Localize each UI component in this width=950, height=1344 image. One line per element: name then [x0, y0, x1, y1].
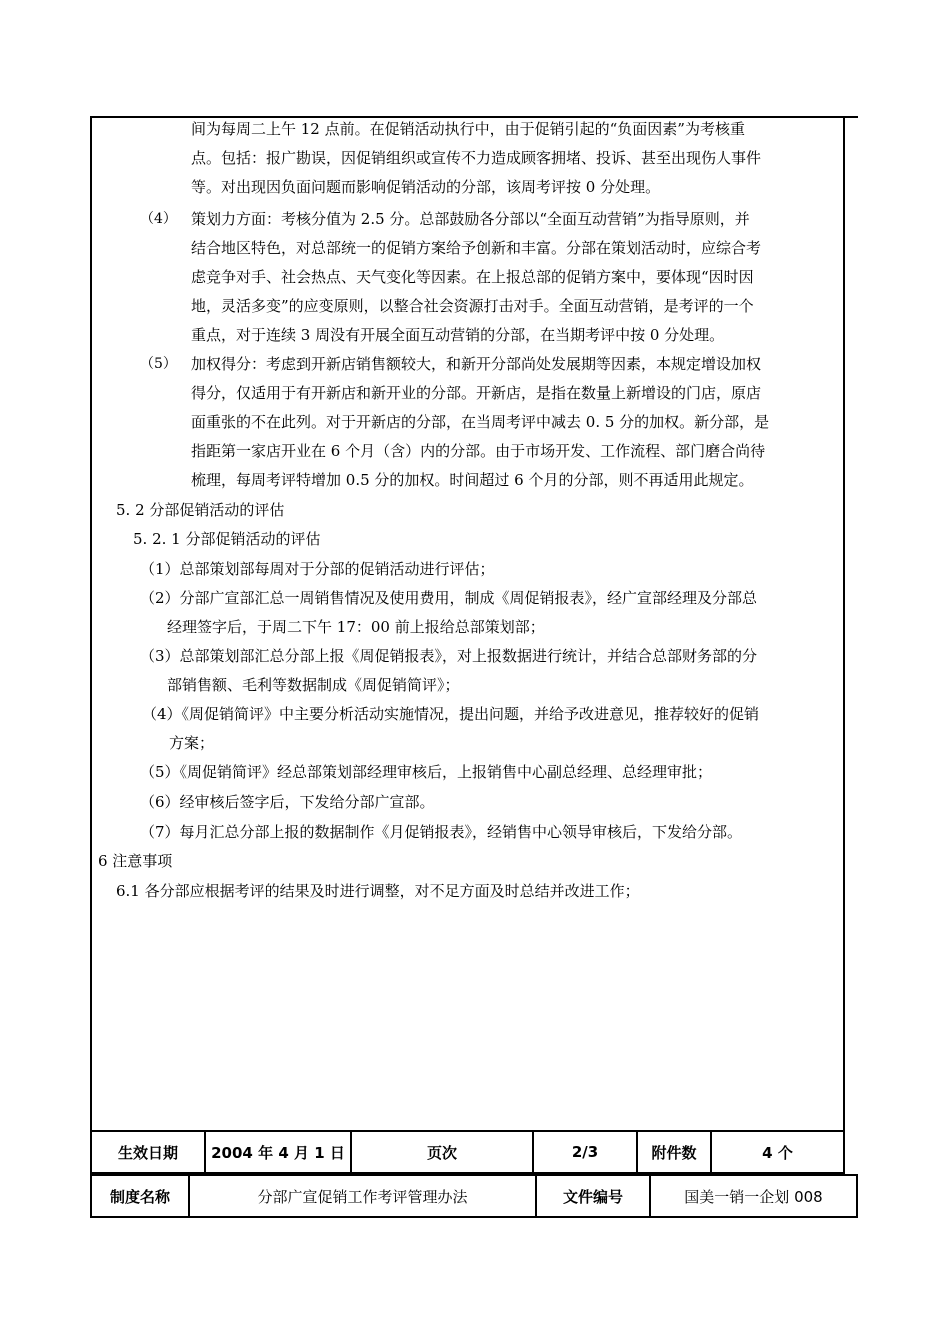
item-number: （4） — [140, 211, 177, 227]
paragraph-line: 梳理，每周考评特增加 0.5 分的加权。时间超过 6 个月的分部，则不再适用此规定。 — [191, 471, 754, 489]
footer-table-meta — [90, 1130, 845, 1174]
paragraph-line: 策划力方面：考核分值为 2.5 分。总部鼓励各分部以“全面互动营销”为指导原则，并 — [191, 210, 750, 228]
paragraph-line: 点。包括：报广勘误，因促销组织或宣传不力造成顾客拥堵、投诉、甚至出现伤人事件 — [191, 149, 762, 167]
paragraph-line: 结合地区特色，对总部统一的促销方案给予创新和丰富。分部在策划活动时，应综合考 — [191, 239, 762, 257]
subsection-heading: 5. 2. 1 分部促销活动的评估 — [133, 530, 321, 548]
list-item-continuation: 部销售额、毛利等数据制成《周促销简评》； — [167, 676, 460, 694]
list-item: （7）每月汇总分部上报的数据制作《月促销报表》，经销售中心领导审核后，下发给分部。 — [140, 823, 743, 841]
paragraph-line: 重点，对于连续 3 周没有开展全面互动营销的分部，在当期考评中按 0 分处理。 — [191, 326, 725, 344]
list-item-continuation: 经理签字后，于周二下午 17：00 前上报给总部策划部； — [167, 618, 545, 636]
doc-number-label: 文件编号 — [536, 1175, 650, 1217]
list-item: （3）总部策划部汇总分部上报《周促销报表》，对上报数据进行统计，并结合总部财务部的分 — [140, 647, 758, 665]
attachments-label: 附件数 — [637, 1131, 711, 1173]
paragraph-line: 等。对出现因负面问题而影响促销活动的分部，该周考评按 0 分处理。 — [191, 178, 661, 196]
policy-name-value: 分部广宣促销工作考评管理办法 — [189, 1175, 536, 1217]
paragraph-line: 指距第一家店开业在 6 个月（含）内的分部。由于市场开发、工作流程、部门磨合尚待 — [191, 442, 766, 460]
list-item: （5）《周促销简评》经总部策划部经理审核后，上报销售中心副总经理、总经理审批； — [140, 763, 713, 781]
paragraph-line: 6.1 各分部应根据考评的结果及时进行调整，对不足方面及时总结并改进工作； — [116, 882, 640, 900]
policy-name-label: 制度名称 — [91, 1175, 189, 1217]
paragraph-line: 间为每周二上午 12 点前。在促销活动执行中，由于促销引起的“负面因素”为考核重 — [191, 120, 745, 138]
page-value: 2/3 — [533, 1131, 637, 1173]
page-label: 页次 — [351, 1131, 533, 1173]
section-heading: 5. 2 分部促销活动的评估 — [116, 501, 285, 519]
list-item: （1）总部策划部每周对于分部的促销活动进行评估； — [140, 560, 495, 578]
doc-number-value: 国美一销一企划 008 — [650, 1175, 857, 1217]
effective-date-value: 2004 年 4 月 1 日 — [205, 1131, 351, 1173]
footer-table-name — [90, 1174, 858, 1218]
paragraph-line: 加权得分：考虑到开新店销售额较大，和新开分部尚处发展期等因素，本规定增设加权 — [191, 355, 762, 373]
list-item: （2）分部广宣部汇总一周销售情况及使用费用，制成《周促销报表》，经广宣部经理及分部总 — [140, 589, 758, 607]
item-number: （5） — [140, 356, 177, 372]
list-item: （4）《周促销简评》中主要分析活动实施情况，提出问题，并给予改进意见，推荐较好的促销 — [142, 705, 760, 723]
list-item: （6）经审核后签字后，下发给分部广宣部。 — [140, 793, 435, 811]
attachments-value: 4 个 — [711, 1131, 844, 1173]
paragraph-line: 面重张的不在此列。对于开新店的分部，在当周考评中减去 0. 5 分的加权。新分部，是 — [191, 413, 770, 431]
paragraph-line: 虑竞争对手、社会热点、天气变化等因素。在上报总部的促销方案中，要体现“因时因 — [191, 268, 754, 286]
effective-date-label: 生效日期 — [91, 1131, 205, 1173]
paragraph-line: 得分，仅适用于有开新店和新开业的分部。开新店，是指在数量上新增设的门店，原店 — [191, 384, 762, 402]
paragraph-line: 地，灵活多变”的应变原则，以整合社会资源打击对手。全面互动营销，是考评的一个 — [191, 297, 754, 315]
section-heading: 6 注意事项 — [98, 852, 173, 870]
list-item-continuation: 方案； — [169, 734, 215, 752]
